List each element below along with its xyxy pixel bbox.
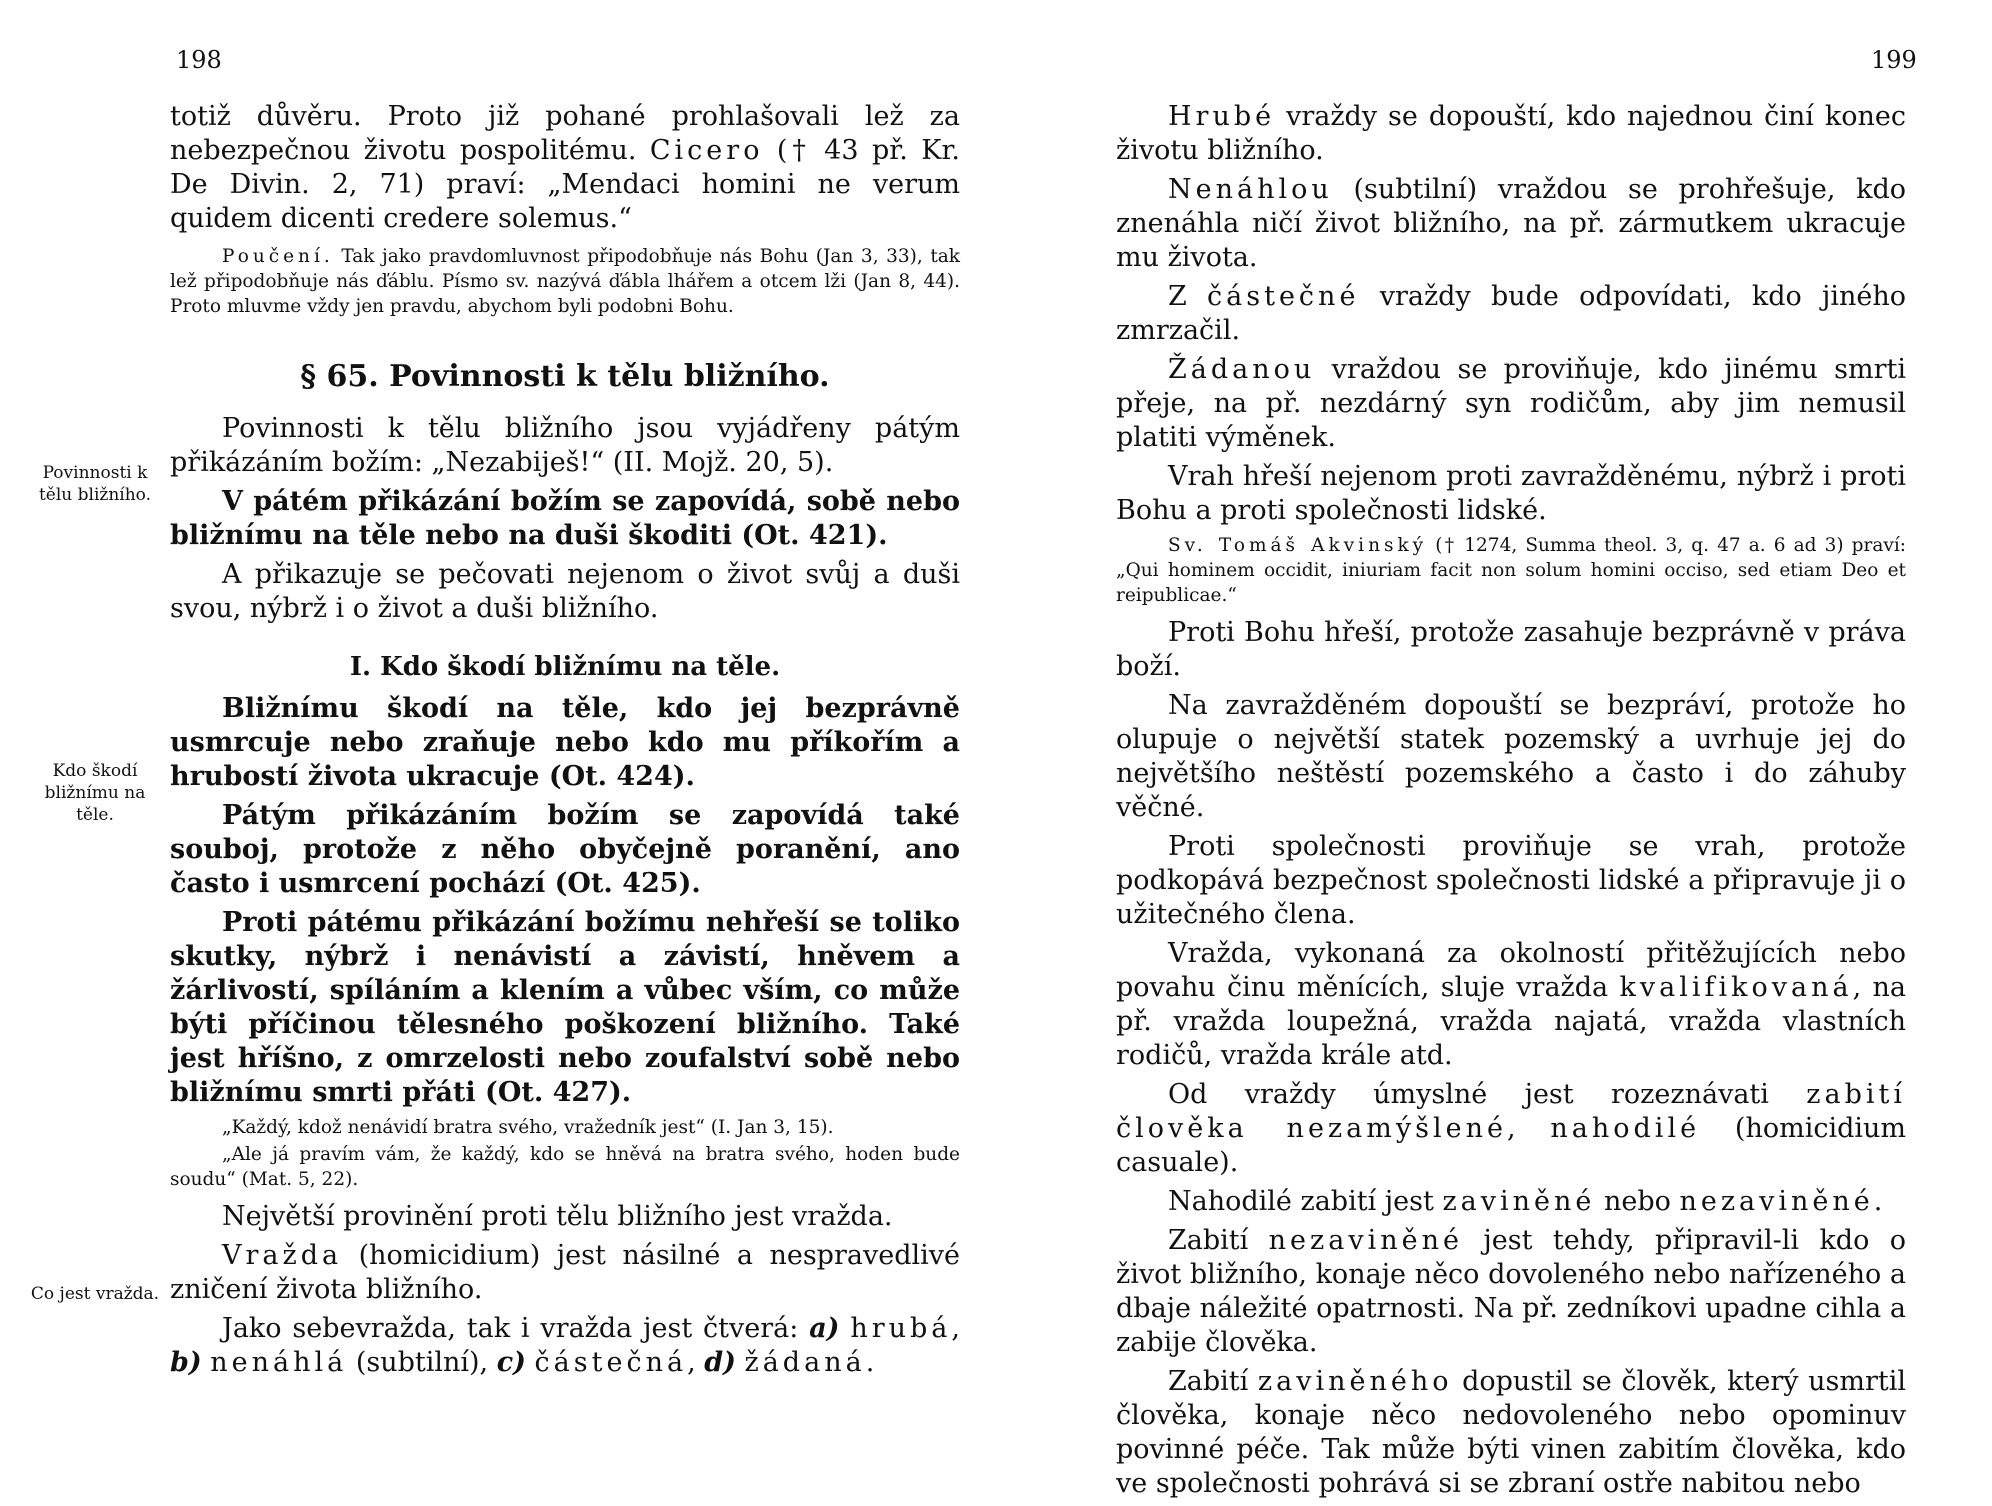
- spaced-term: zabití člověka nezamýšlené: [1116, 1079, 1906, 1144]
- text-run: Od vraždy úmyslné jest rozeznávati: [1168, 1079, 1807, 1110]
- text-run: Jako sebevražda, tak i vražda jest čtverá:: [222, 1313, 810, 1344]
- paragraph: A přikazuje se pečovati nejenom o život svůj a duši svou, nýbrž i o život a duši bližního.: [170, 559, 960, 624]
- section-heading: § 65. Povinnosti k tělu bližního.: [300, 359, 830, 394]
- spaced-term: nenáhlá: [210, 1347, 348, 1378]
- paragraph: Vrah hřeší nejenom proti zavražděnému, nýbrž i proti Bohu a proti společnosti lidské.: [1116, 461, 1906, 526]
- spaced-term: Žádanou: [1168, 354, 1316, 385]
- paragraph: [1116, 937, 1906, 1073]
- left-page: [0, 0, 996, 1500]
- paragraph: [1116, 100, 1906, 168]
- spaced-term: nezaviněné: [1268, 1225, 1463, 1256]
- paragraph: [170, 1239, 960, 1307]
- text-run: .: [865, 1347, 875, 1378]
- margin-note-harm: Kdo škodí bližnímu na těle.: [44, 761, 146, 825]
- quote: „Ale já pravím vám, že každý, kdo se hněvá na bratra svého, hoden bude soudu“ (Mat. 5, 22).: [170, 1144, 960, 1190]
- text-run: (subtilní),: [347, 1347, 497, 1378]
- text-run: , na př. vražda loupežná, vražda najatá, vražda vlastních rodičů, vražda krále atd.: [1116, 972, 1906, 1071]
- right-page: [996, 0, 1992, 1500]
- spaced-term: nahodilé: [1550, 1113, 1701, 1144]
- paragraph: Proti Bohu hřeší, protože zasahuje bezprávně v práva boží.: [1116, 617, 1906, 682]
- note-label: Poučení.: [222, 246, 334, 267]
- text-run: (homicidium casuale).: [1116, 1113, 1906, 1178]
- text-run: totiž důvěru. Proto již pohané prohlašovali lež za nebezpečnou životu pospolitému.: [170, 101, 960, 166]
- text-run: Tak jako pravdomluvnost připodobňuje nás Bohu (Jan 3, 33), tak lež připodobňuje nás ďáblu. Písmo sv. nazývá ďábla lhářem a otcem lži (Jan 8, 44). Proto mluvme vždy jen pravdu, abychom byli podobni Bohu.: [170, 246, 960, 317]
- right-text-column: [1116, 100, 1906, 1506]
- paragraph: [1116, 173, 1906, 275]
- text-run: (homicidium) jest násilné a nespravedlivé zničení života bližního.: [170, 1240, 960, 1305]
- spaced-term: zaviněné: [1442, 1186, 1596, 1217]
- paragraph: [170, 100, 960, 236]
- text-run: († 1274, Summa theol. 3, q. 47 a. 6 ad 3) praví: „Qui hominem occidit, iniuriam facit non solum homini occiso, sed etiam Deo et reipublicae.“: [1116, 535, 1906, 606]
- spaced-term: hrubá: [850, 1313, 952, 1344]
- spaced-term: žádaná: [744, 1347, 866, 1378]
- subheading: I. Kdo škodí bližnímu na těle.: [349, 652, 781, 682]
- spaced-term: nezaviněné: [1679, 1186, 1874, 1217]
- paragraph: [1116, 353, 1906, 455]
- paragraph: [1116, 1185, 1906, 1219]
- bold-paragraph: Pátým přikázáním božím se zapovídá také souboj, protože z něho obyčejně poranění, ano často i usmrcení pochází (Ot. 425).: [170, 800, 960, 899]
- text-run: Zabití: [1168, 1366, 1258, 1397]
- enum-label: c): [496, 1347, 526, 1378]
- text-run: dopustil se člověk, který usmrtil člověka, konaje něco nedovoleného nebo opominuv povinné péče. Tak může býti vinen zabitím člověka, kdo ve společnosti pohrává si se zbraní ostře nabitou nebo: [1116, 1366, 1906, 1499]
- page-number-right: 199: [1871, 46, 1917, 74]
- text-run: Z: [1168, 281, 1208, 312]
- spaced-term: Hrubé: [1168, 101, 1276, 132]
- spaced-name: Sv. Tomáš Akvinský: [1168, 535, 1428, 556]
- bold-paragraph: Bližnímu škodí na těle, kdo jej bezprávně usmrcuje nebo zraňuje nebo kdo mu příkořím a hrubostí života ukracuje (Ot. 424).: [170, 693, 960, 792]
- text-run: († 43 př. Kr. De Divin. 2, 71) praví: „Mendaci homini ne verum quidem dicenti credere solemus.“: [170, 135, 960, 234]
- paragraph: [1116, 280, 1906, 348]
- left-text-column: [170, 100, 960, 1385]
- text-run: vraždy bude odpovídati, kdo jiného zmrzačil.: [1116, 281, 1907, 346]
- text-run: jest tehdy, připravil-li kdo o život bližního, konaje něco dovoleného nebo nařízeného a dbaje náležité opatrnosti. Na př. zedníkovi upadne cihla a zabije člověka.: [1116, 1225, 1906, 1358]
- text-run: Vražda, vykonaná za okolností přitěžujících nebo povahu činu měnících, sluje vražda: [1116, 938, 1906, 1003]
- margin-note-duties: Povinnosti k tělu bližního.: [38, 463, 152, 505]
- quote: „Každý, kdož nenávidí bratra svého, vražedník jest“ (I. Jan 3, 15).: [222, 1117, 834, 1138]
- text-run: Zabití: [1168, 1225, 1269, 1256]
- spaced-term: částečná: [534, 1347, 688, 1378]
- paragraph: [1116, 1365, 1906, 1501]
- text-run: vraždou se proviňuje, kdo jinému smrti přeje, na př. nezdárný syn rodičům, aby jim nemusil platiti výměnek.: [1116, 354, 1906, 453]
- text-run: .: [1873, 1186, 1883, 1217]
- text-run: Nahodilé zabití jest: [1168, 1186, 1443, 1217]
- paragraph: [1116, 1078, 1906, 1180]
- spaced-term: Nenáhlou: [1168, 174, 1333, 205]
- spaced-term: zaviněného: [1257, 1366, 1453, 1397]
- spaced-term: Vražda: [222, 1240, 343, 1271]
- paragraph: Povinnosti k tělu bližního jsou vyjádřeny pátým přikázáním božím: „Nezabiješ!“ (II. Mojž. 20, 5).: [170, 413, 960, 478]
- text-run: ,: [1506, 1113, 1551, 1144]
- enum-label: d): [704, 1347, 736, 1378]
- note-paragraph: [170, 244, 960, 319]
- bold-paragraph: Proti pátému přikázání božímu nehřeší se toliko skutky, nýbrž i nenávistí a závistí, hněvem a žárlivostí, spíláním a klením a vůbec vším, co může býti příčinou tělesného poškození bližního. Také jest hříšno, z omrzelosti nebo zoufalství sobě nebo bližnímu smrti přáti (Ot. 427).: [170, 907, 960, 1108]
- enum-label: a): [809, 1313, 840, 1344]
- paragraph: Na zavražděném dopouští se bezpráví, protože ho olupuje o největší statek pozemský a uvrhuje jej do největšího neštěstí pozemského a často i do záhuby věčné.: [1116, 690, 1906, 823]
- paragraph: Jako sebevražda, tak i vražda jest čtverá: a) hrubá, b) nenáhlá (subtilní), c) částečná, d) žádaná.: [170, 1313, 960, 1378]
- margin-note-murder: Co jest vražda.: [30, 1284, 160, 1304]
- page-number-left: 198: [176, 46, 222, 74]
- citation: [1116, 533, 1906, 608]
- paragraph: Největší provinění proti tělu bližního jest vražda.: [222, 1201, 893, 1232]
- text-run: (subtilní) vraždou se prohřešuje, kdo znenáhla ničí život bližního, na př. zármutkem ukracuje mu života.: [1116, 174, 1906, 273]
- text-run: nebo: [1595, 1186, 1680, 1217]
- spaced-term: částečné: [1207, 281, 1360, 312]
- bold-paragraph: V pátém přikázání božím se zapovídá, sobě nebo bližnímu na těle nebo na duši škoditi (Ot. 421).: [170, 486, 960, 551]
- spaced-name: Cicero: [649, 135, 764, 166]
- enum-label: b): [170, 1347, 202, 1378]
- paragraph: Proti společnosti proviňuje se vrah, protože podkopává bezpečnost společnosti lidské a připravuje ji o užitečného člena.: [1116, 831, 1906, 930]
- text-run: vraždy se dopouští, kdo najednou činí konec životu bližního.: [1116, 101, 1906, 166]
- paragraph: [1116, 1224, 1906, 1360]
- spaced-term: kvalifikovaná: [1619, 972, 1853, 1003]
